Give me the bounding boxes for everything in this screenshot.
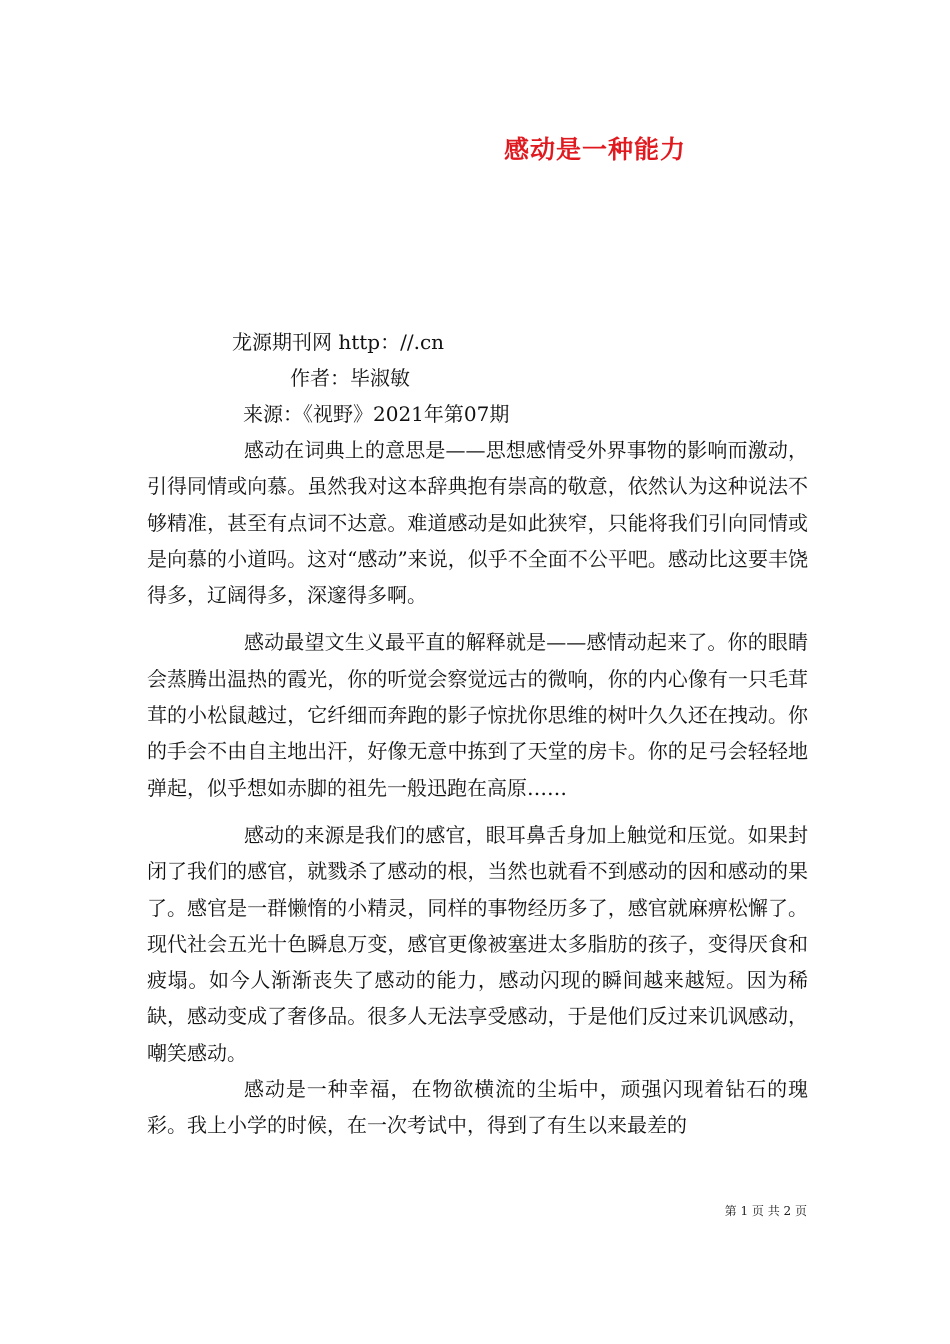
paragraph-3: 感动的来源是我们的感官，眼耳鼻舌身加上触觉和压觉。如果封闭了我们的感官，就戮杀了感动的根，当然也就看不到感动的因和感动的果了。感官是一群懒惰的小精灵，同样的事物经历多了，感官就麻痹松懈了。现代社会五光十色瞬息万变，感官更像被塞进太多脂肪的孩子，变得厌食和疲塌。如今人渐渐丧失了感动的能力，感动闪现的瞬间越来越短。因为稀缺，感动变成了奢侈品。很多人无法享受感动，于是他们反过来讥讽感动，嘲笑感动。 bbox=[147, 822, 808, 1065]
paragraph-2: 感动最望文生义最平直的解释就是——感情动起来了。你的眼睛会蒸腾出温热的霞光，你的听觉会察觉远古的微响，你的内心像有一只毛茸茸的小松鼠越过，它纤细而奔跑的影子惊扰你思维的树叶久久还在拽动。你的手会不由自主地出汗，好像无意中拣到了天堂的房卡。你的足弓会轻轻地弹起，似乎想如赤脚的祖先一般迅跑在高原…… bbox=[147, 630, 808, 800]
page-title: 感动是一种能力 bbox=[503, 135, 686, 164]
author-line: 作者：毕淑敏 bbox=[290, 366, 410, 390]
article-body bbox=[147, 432, 808, 1144]
source-line: 来源：《视野》2021年第07期 bbox=[243, 402, 510, 426]
paragraph-1: 感动在词典上的意思是——思想感情受外界事物的影响而激动，引得同情或向慕。虽然我对这本辞典抱有崇高的敬意，依然认为这种说法不够精准，甚至有点词不达意。难道感动是如此狭窄，只能将我们引向同情或是向慕的小道吗。这对“感动”来说，似乎不全面不公平吧。感动比这要丰饶得多，辽阔得多，深邃得多啊。 bbox=[147, 438, 808, 608]
page-number: 第 1 页 共 2 页 bbox=[724, 1204, 807, 1218]
paragraph-4: 感动是一种幸福，在物欲横流的尘垢中，顽强闪现着钻石的瑰彩。我上小学的时候，在一次考试中，得到了有生以来最差的 bbox=[147, 1077, 808, 1138]
site-line: 龙源期刊网 http：//.cn bbox=[232, 330, 445, 354]
